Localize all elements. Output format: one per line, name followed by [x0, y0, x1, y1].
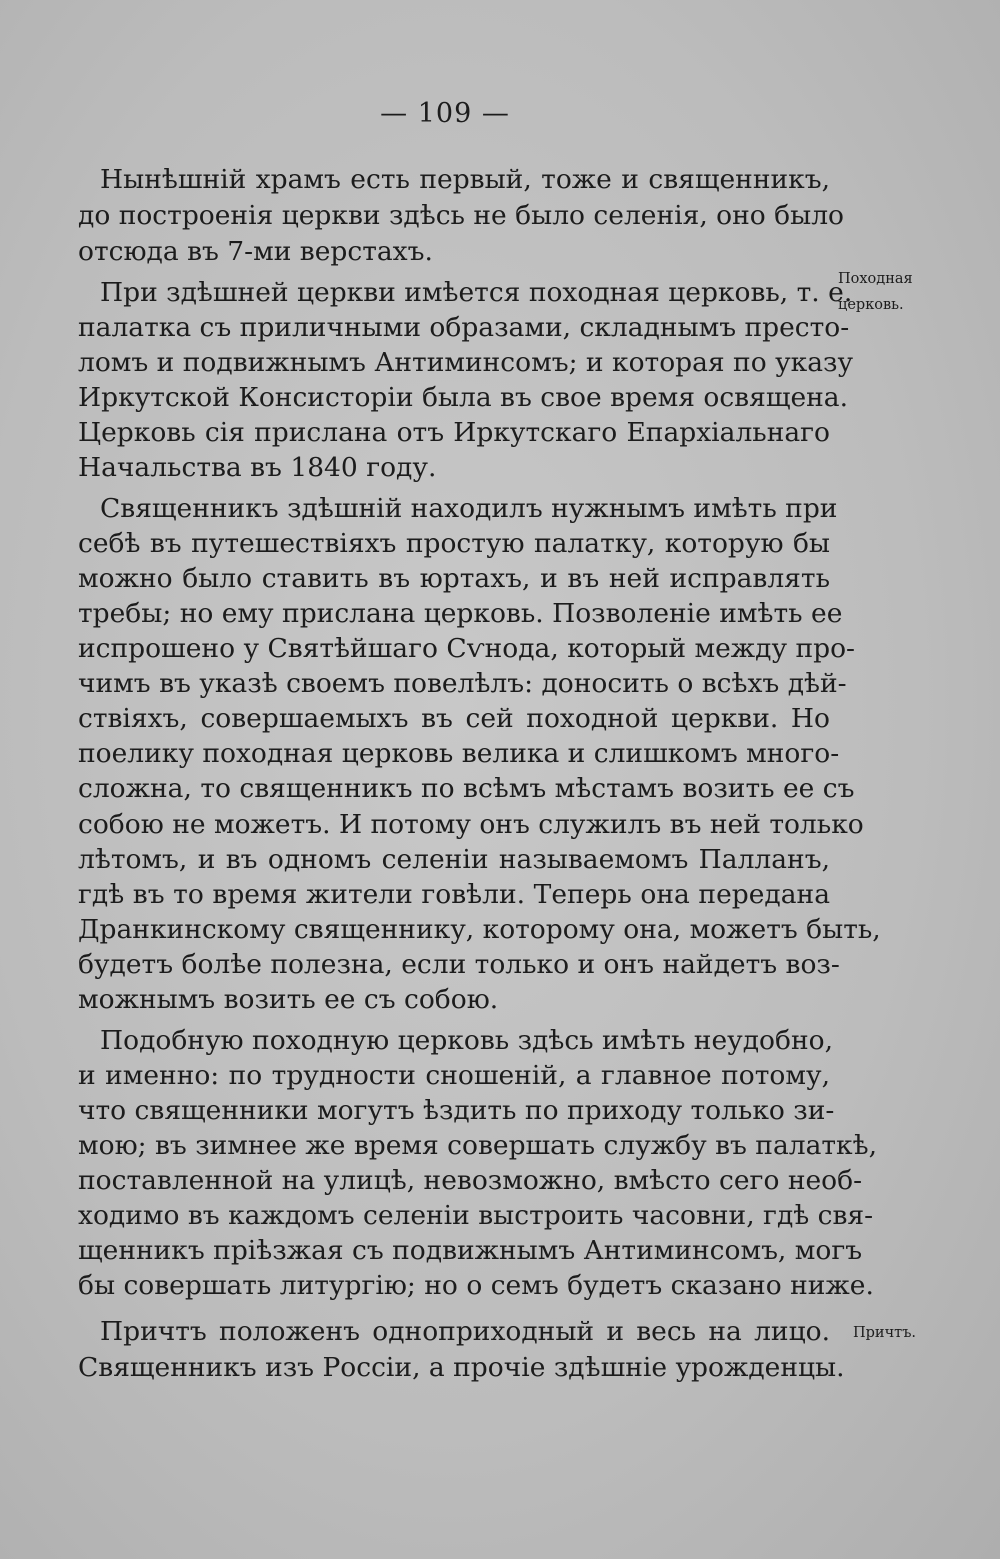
margin-note-pokhodnaya-1: Походная — [838, 271, 913, 287]
margin-note-prichet: Причтъ. — [853, 1325, 917, 1341]
text-line: Причтъ положенъ одноприходный и весь на лицо. — [100, 1316, 830, 1347]
margin-note-pokhodnaya-2: церковь. — [838, 297, 904, 313]
text-line: можнымъ возить ее съ собою. — [78, 984, 499, 1015]
text-line: ходимо въ каждомъ селеніи выстроить часовни, гдѣ свя- — [78, 1200, 874, 1231]
text-line: будетъ болѣе полезна, если только и онъ найдетъ воз- — [78, 949, 840, 980]
text-line: испрошено у Святѣйшаго Сѵнода, который между про- — [78, 633, 856, 664]
text-line: Нынѣшній храмъ есть первый, тоже и священникъ, — [100, 164, 830, 195]
text-line: ствіяхъ, совершаемыхъ въ сей походной церкви. Но — [78, 703, 830, 734]
text-line: щенникъ пріѣзжая съ подвижнымъ Антиминсомъ, могъ — [78, 1235, 863, 1266]
text-line: При здѣшней церкви имѣется походная церковь, т. е. — [100, 277, 853, 308]
text-line: Иркутской Консисторіи была въ свое время освящена. — [78, 382, 849, 413]
text-line: мою; въ зимнее же время совершать службу въ палаткѣ, — [78, 1130, 878, 1161]
text-line: Дранкинскому священнику, которому она, можетъ быть, — [78, 914, 881, 945]
text-line: сложна, то священникъ по всѣмъ мѣстамъ возить ее съ — [78, 773, 855, 804]
text-line: Начальства въ 1840 году. — [78, 452, 437, 483]
text-line: бы совершать литургію; но о семъ будетъ сказано ниже. — [78, 1270, 874, 1301]
text-line: до построенія церкви здѣсь не было селенія, оно было — [78, 200, 844, 231]
text-line: лѣтомъ, и въ одномъ селеніи называемомъ Палланъ, — [78, 844, 830, 875]
text-line: гдѣ въ то время жители говѣли. Теперь она передана — [78, 879, 830, 910]
text-line: Священникъ здѣшній находилъ нужнымъ имѣть при — [100, 493, 838, 524]
text-line: отсюда въ 7-ми верстахъ. — [78, 236, 433, 267]
text-line: можно было ставить въ юртахъ, и въ ней исправлять — [78, 563, 830, 594]
text-line: Священникъ изъ Россіи, а прочіе здѣшніе урожденцы. — [78, 1352, 845, 1383]
text-line: собою не можетъ. И потому онъ служилъ въ ней только — [78, 809, 864, 840]
text-line: поелику походная церковь велика и слишкомъ много- — [78, 738, 840, 769]
text-line: Церковь сія прислана отъ Иркутскаго Епархіальнаго — [78, 417, 830, 448]
text-line: чимъ въ указѣ своемъ повелѣлъ: доносить о всѣхъ дѣй- — [78, 668, 847, 699]
text-line: и именно: по трудности сношеній, а главное потому, — [78, 1060, 830, 1091]
text-line: ломъ и подвижнымъ Антиминсомъ; и которая по указу — [78, 347, 854, 378]
text-line: поставленной на улицѣ, невозможно, вмѣсто сего необ- — [78, 1165, 863, 1196]
text-line: требы; но ему прислана церковь. Позволеніе имѣть ее — [78, 598, 843, 629]
text-line: палатка съ приличными образами, складнымъ престо- — [78, 312, 850, 343]
text-line: себѣ въ путешествіяхъ простую палатку, которую бы — [78, 528, 830, 559]
page-number: — 109 — — [380, 98, 510, 129]
text-line: что священники могутъ ѣздить по приходу только зи- — [78, 1095, 835, 1126]
text-line: Подобную походную церковь здѣсь имѣть неудобно, — [100, 1025, 834, 1056]
